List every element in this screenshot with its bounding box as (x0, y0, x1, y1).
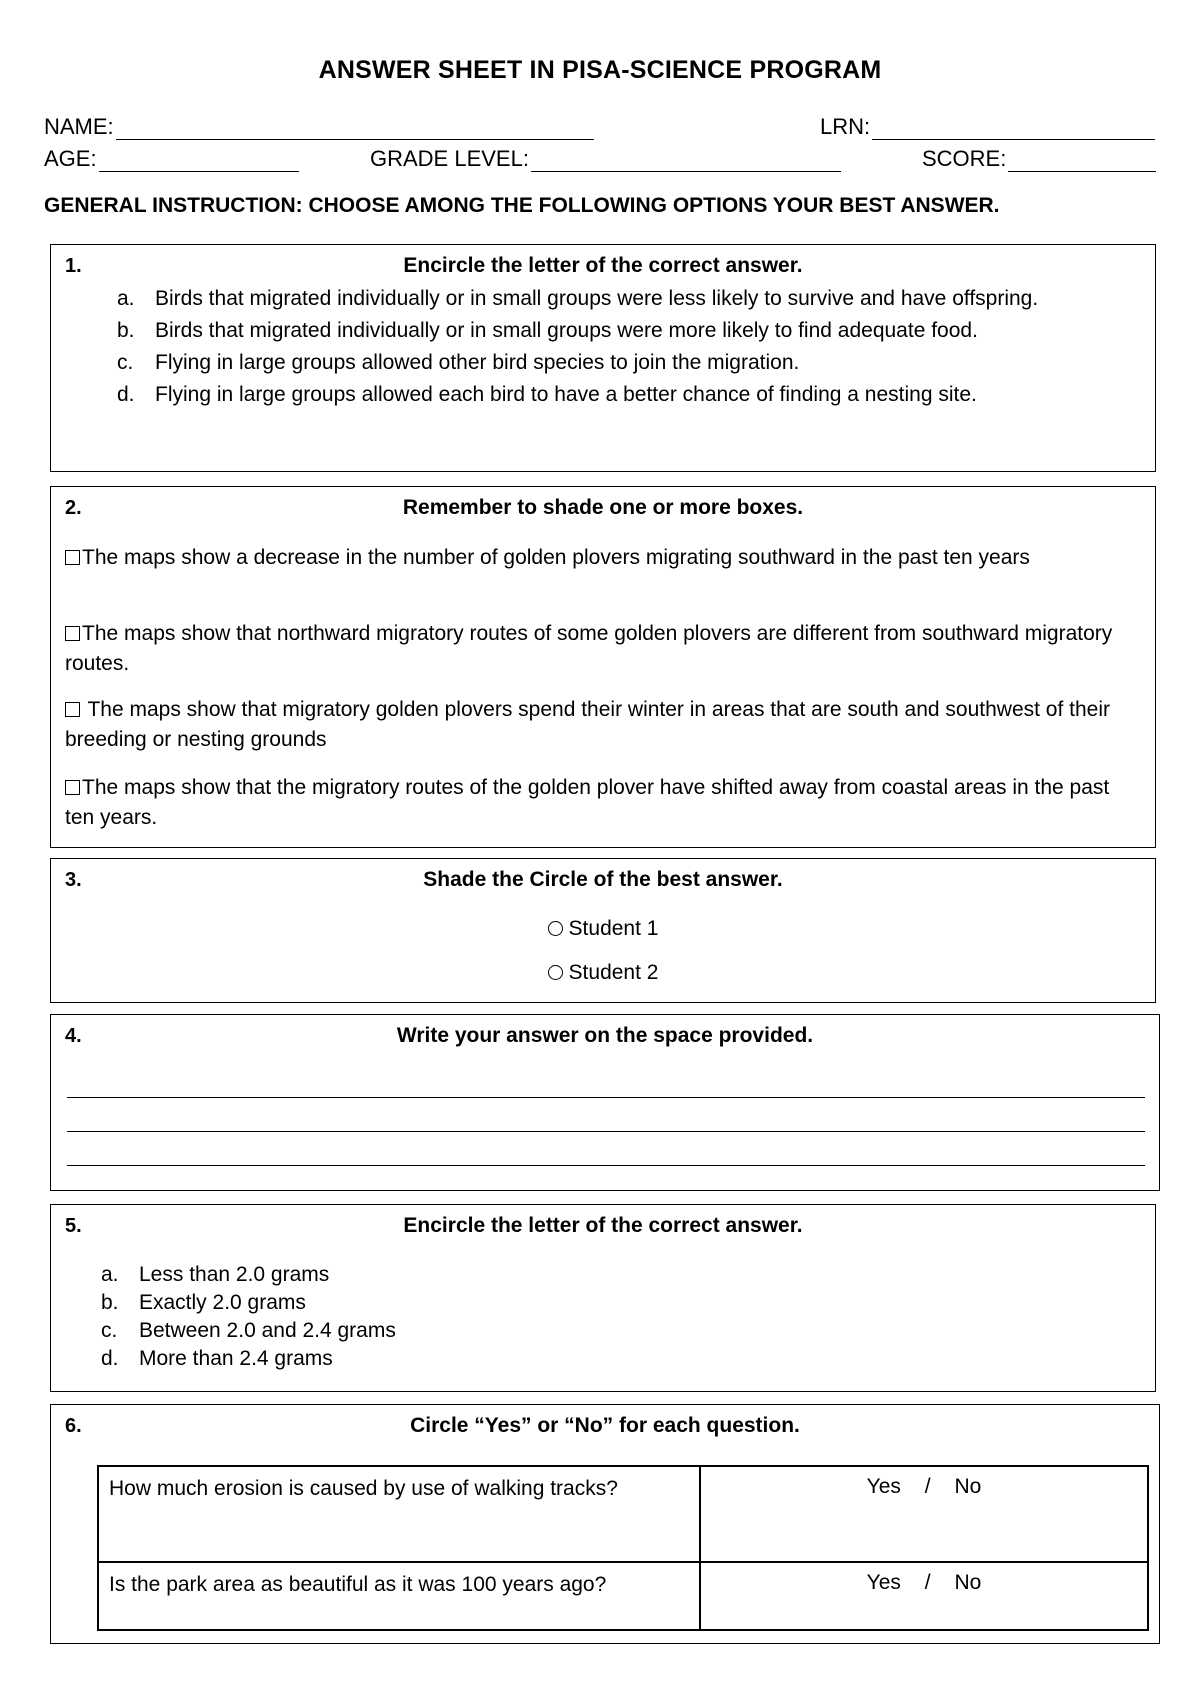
name-field[interactable] (44, 112, 594, 140)
page-title: ANSWER SHEET IN PISA-SCIENCE PROGRAM (318, 56, 882, 84)
question-1-box (50, 244, 1156, 472)
q1-option-d[interactable] (117, 379, 1125, 411)
question-number: 1. (65, 255, 82, 277)
checkbox-icon[interactable] (65, 550, 80, 565)
answer-cell (700, 1466, 1148, 1562)
score-blank[interactable] (1008, 151, 1156, 172)
name-lrn-row (44, 112, 1170, 142)
yes-no-table (97, 1465, 1149, 1631)
circle-icon[interactable] (548, 921, 563, 936)
q5-option-b[interactable] (101, 1289, 396, 1317)
q5-option-c[interactable] (101, 1317, 396, 1345)
option-text: Less than 2.0 grams (139, 1263, 330, 1286)
question-number: 3. (65, 869, 82, 891)
option-text: The maps show that northward migratory routes of some golden plovers are different from southward migratory routes. (65, 622, 1113, 675)
name-label: NAME: (44, 114, 114, 139)
question-3-box (50, 858, 1156, 1003)
answer-cell (700, 1562, 1148, 1630)
question-cell: How much erosion is caused by use of walking tracks? (98, 1466, 700, 1562)
question-number: 4. (65, 1025, 82, 1047)
score-field[interactable] (922, 144, 1156, 172)
lrn-label: LRN: (820, 114, 871, 139)
q1-option-a[interactable] (117, 283, 1125, 315)
checkbox-icon[interactable] (65, 780, 80, 795)
yes-option[interactable]: Yes (866, 1571, 901, 1594)
option-letter[interactable]: a. (101, 1263, 119, 1286)
question-number: 2. (65, 497, 82, 519)
q5-options (101, 1261, 396, 1373)
option-text: Birds that migrated individually or in small groups were more likely to find adequate food. (155, 319, 978, 342)
option-text: The maps show that migratory golden plovers spend their winter in areas that are south and southwest of their breeding or nesting grounds (65, 698, 1111, 751)
grade-level-blank[interactable] (531, 151, 841, 172)
option-letter[interactable]: a. (117, 287, 135, 310)
q2-option-3[interactable] (65, 695, 1125, 755)
q1-options (117, 283, 1125, 411)
circle-icon[interactable] (548, 965, 563, 980)
grade-level-field[interactable] (370, 144, 841, 172)
question-instruction: Circle “Yes” or “No” for each question. (410, 1414, 800, 1437)
option-text: Flying in large groups allowed other bird species to join the migration. (155, 351, 800, 374)
option-text: Student 1 (568, 917, 659, 940)
option-text: Birds that migrated individually or in small groups were less likely to survive and have offspring. (155, 287, 1039, 310)
name-blank[interactable] (116, 119, 594, 140)
question-instruction: Encircle the letter of the correct answer. (403, 254, 803, 277)
general-instruction: GENERAL INSTRUCTION: CHOOSE AMONG THE FOLLOWING OPTIONS YOUR BEST ANSWER. (44, 194, 1000, 217)
slash-separator: / (924, 1571, 931, 1594)
question-4-box (50, 1014, 1160, 1191)
table-row (98, 1466, 1148, 1562)
checkbox-icon[interactable] (65, 702, 80, 717)
option-letter[interactable]: b. (117, 319, 135, 342)
lrn-field[interactable] (820, 112, 1155, 140)
q1-option-c[interactable] (117, 347, 1125, 379)
option-text: Between 2.0 and 2.4 grams (139, 1319, 396, 1342)
option-text: Exactly 2.0 grams (139, 1291, 306, 1314)
q2-option-1[interactable] (65, 543, 1125, 573)
age-field[interactable] (44, 144, 299, 172)
lrn-blank[interactable] (872, 119, 1155, 140)
no-option[interactable]: No (954, 1475, 982, 1498)
option-text: The maps show that the migratory routes of the golden plover have shifted away from coastal areas in the past ten years. (65, 776, 1110, 829)
age-label: AGE: (44, 146, 97, 171)
question-number: 6. (65, 1415, 82, 1437)
option-text: Student 2 (568, 961, 659, 984)
answer-line[interactable] (67, 1165, 1145, 1166)
option-letter[interactable]: d. (117, 383, 135, 406)
option-letter[interactable]: c. (117, 351, 134, 374)
yes-option[interactable]: Yes (866, 1475, 901, 1498)
age-grade-score-row (44, 144, 1170, 174)
option-text: More than 2.4 grams (139, 1347, 333, 1370)
question-cell: Is the park area as beautiful as it was 100 years ago? (98, 1562, 700, 1630)
score-label: SCORE: (922, 146, 1007, 171)
question-6-box (50, 1404, 1160, 1644)
option-letter[interactable]: b. (101, 1291, 119, 1314)
question-5-box (50, 1204, 1156, 1392)
answer-line[interactable] (67, 1097, 1145, 1098)
question-instruction: Remember to shade one or more boxes. (402, 496, 804, 519)
age-blank[interactable] (99, 151, 299, 172)
checkbox-icon[interactable] (65, 626, 80, 641)
q2-option-2[interactable] (65, 619, 1125, 679)
q3-option-student-2[interactable] (51, 961, 1155, 985)
question-number: 5. (65, 1215, 82, 1237)
slash-separator: / (924, 1475, 931, 1498)
no-option[interactable]: No (954, 1571, 982, 1594)
answer-line[interactable] (67, 1131, 1145, 1132)
option-letter[interactable]: c. (101, 1319, 118, 1342)
q3-option-student-1[interactable] (51, 917, 1155, 941)
grade-level-label: GRADE LEVEL: (370, 146, 529, 171)
q2-option-4[interactable] (65, 773, 1125, 833)
question-instruction: Write your answer on the space provided. (396, 1024, 814, 1047)
option-text: Flying in large groups allowed each bird to have a better chance of finding a nesting site. (155, 383, 977, 406)
q5-option-d[interactable] (101, 1345, 396, 1373)
question-instruction: Encircle the letter of the correct answer. (403, 1214, 803, 1237)
question-instruction: Shade the Circle of the best answer. (423, 868, 783, 891)
q1-option-b[interactable] (117, 315, 1125, 347)
option-text: The maps show a decrease in the number of golden plovers migrating southward in the past ten years (82, 546, 1030, 569)
q5-option-a[interactable] (101, 1261, 396, 1289)
table-row (98, 1562, 1148, 1630)
question-2-box (50, 486, 1156, 848)
option-letter[interactable]: d. (101, 1347, 119, 1370)
